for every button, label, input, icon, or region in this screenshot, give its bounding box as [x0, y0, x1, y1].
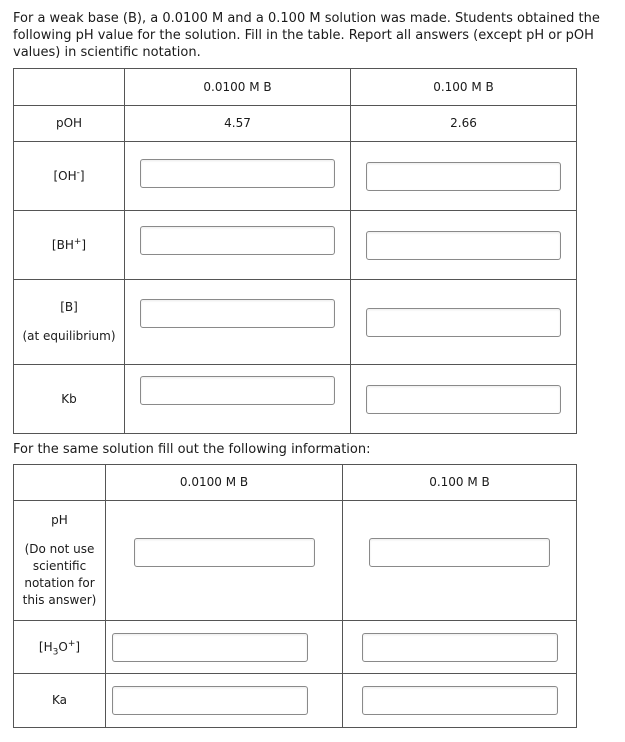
- row-label-h3o: $[H_3O^+]$: [14, 621, 106, 674]
- row-label-b: [B] (at equilibrium): [14, 280, 125, 365]
- table-row-oh: [14, 142, 577, 211]
- column-header-0.0100: 0.0100 M B: [125, 69, 351, 106]
- b-input-0.100[interactable]: [366, 308, 561, 337]
- table-row-kb: [14, 365, 577, 434]
- bh-input-0.0100[interactable]: [140, 226, 335, 255]
- table-row-poh: [14, 106, 577, 142]
- h3o-input-0.0100[interactable]: [112, 633, 308, 662]
- poh-value-0.0100: 4.57: [125, 106, 351, 142]
- table-row-bh: [14, 211, 577, 280]
- table-row-ka: [14, 674, 577, 728]
- header-blank: [14, 465, 106, 501]
- instructions: For a weak base (B), a 0.0100 M and a 0.100 M solution was made. Students obtained the following pH value for the solution. Fill in the table. Report all answers (except pH or pOH values) in scientific notation.: [13, 11, 600, 60]
- table-row-ph: [14, 501, 577, 621]
- oh-input-0.100[interactable]: [366, 162, 561, 191]
- b-input-0.0100[interactable]: [140, 299, 335, 328]
- row-label-bh: [BH+]: [14, 211, 125, 280]
- table-header-row: [14, 465, 577, 501]
- weak-base-table: [13, 68, 577, 434]
- acid-info-table: [13, 464, 577, 728]
- ph-input-0.100[interactable]: [369, 538, 550, 567]
- bh-input-0.100[interactable]: [366, 231, 561, 260]
- table-row-b: [14, 280, 577, 365]
- oh-input-0.0100[interactable]: [140, 159, 335, 188]
- column-header-0.0100: 0.0100 M B: [106, 465, 343, 501]
- row-label-oh: [OH-]: [14, 142, 125, 211]
- ka-input-0.0100[interactable]: [112, 686, 308, 715]
- row-label-ph: pH (Do not use scientific notation for this answer): [14, 501, 106, 621]
- h3o-input-0.100[interactable]: [362, 633, 558, 662]
- column-header-0.100: 0.100 M B: [351, 69, 577, 106]
- ka-input-0.100[interactable]: [362, 686, 558, 715]
- subheading: For the same solution fill out the following information:: [13, 442, 371, 457]
- row-label-poh: pOH: [14, 106, 125, 142]
- table-row-h3o: [14, 621, 577, 674]
- kb-input-0.0100[interactable]: [140, 376, 335, 405]
- row-label-kb: Kb: [14, 365, 125, 434]
- ph-input-0.0100[interactable]: [134, 538, 315, 567]
- kb-input-0.100[interactable]: [366, 385, 561, 414]
- table-header-row: [14, 69, 577, 106]
- poh-value-0.100: 2.66: [351, 106, 577, 142]
- row-label-ka: Ka: [14, 674, 106, 728]
- header-blank: [14, 69, 125, 106]
- column-header-0.100: 0.100 M B: [343, 465, 577, 501]
